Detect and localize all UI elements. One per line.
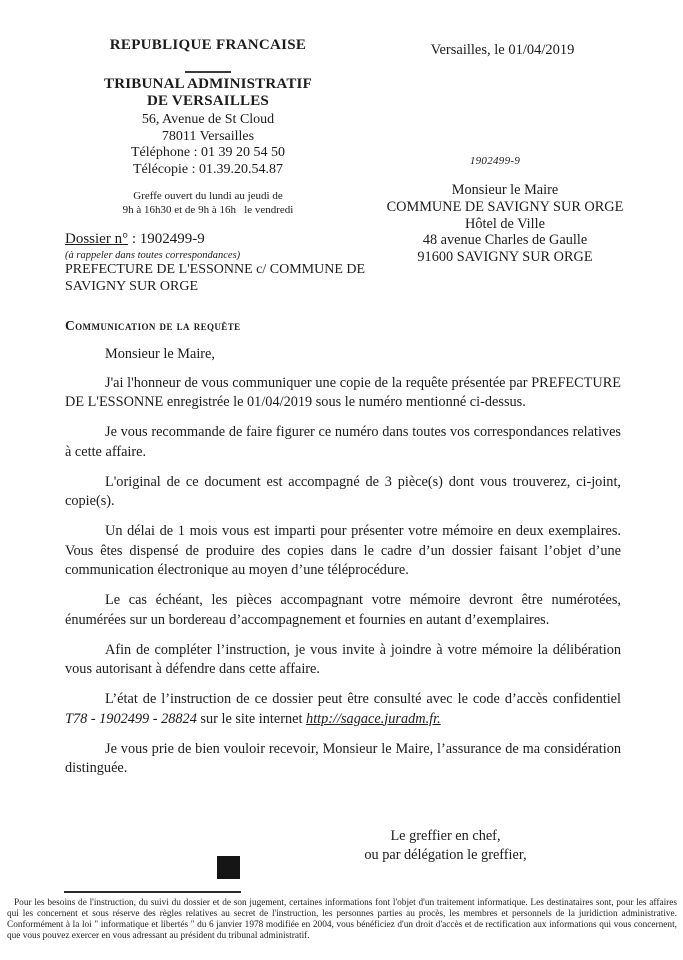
paragraph-5: Le cas échéant, les pièces accompagnant votre mémoire devront être numérotées, énumérées sur un bordereau d’accompagnement et fournies en autant d’exemplaires.	[65, 592, 621, 628]
sagace-url: http://sagace.juradm.fr.	[306, 710, 441, 727]
case-reference-number: 1902499-9	[469, 155, 521, 167]
tribunal-name-line2: DE VERSAILLES	[147, 93, 269, 109]
letter-body	[65, 345, 621, 789]
sender-address	[58, 112, 358, 178]
paragraph-4: Un délai de 1 mois vous est imparti pour présenter votre mémoire en deux exemplaires. Vous êtes dispensé de produire des copies dans le cadre d’un dossier faisant l’objet d’une communication électronique au moyen d’une téléprocédure.	[65, 523, 621, 578]
letter-date: Versailles, le 01/04/2019	[430, 42, 575, 58]
dossier-number: : 1902499-9	[128, 231, 205, 247]
legal-footer-note: Pour les besoins de l'instruction, du suivi du dossier et de son jugement, certaines informations font l'objet d'un traitement informatique. Les destinataires sont, pour les affaires qui les concernent et sous réserve des règles relatives au secret de l'instruction, les personnes parties au procès, les membres et personnels de la juridiction administrative. Conformément à la loi " informatique et libertés " du 6 janvier 1978 modifiée en 2004, vous bénéficiez d'un droit d'accès et de rectification aux informations qui vous concernent, que vous pouvez exercer en vous adressant au président du tribunal administratif.	[7, 898, 677, 941]
dossier-label: Dossier n°	[65, 231, 129, 247]
recipient-title: Monsieur le Maire	[451, 182, 559, 198]
greffe-hours-line1: Greffe ouvert du lundi au jeudi de	[133, 190, 283, 202]
paragraph-2: Je vous recommande de faire figurer ce numéro dans toutes vos correspondances relatives à cette affaire.	[65, 424, 621, 460]
paragraph-6: Afin de compléter l’instruction, je vous invite à joindre à votre mémoire la délibération vous autorisant à défendre dans cette affaire.	[65, 641, 621, 677]
header-divider	[185, 71, 231, 73]
sender-fax: Télécopie : 01.39.20.54.87	[132, 161, 284, 177]
signature-block	[283, 827, 608, 865]
greffe-hours	[58, 190, 358, 217]
case-name-line1: PREFECTURE DE L'ESSONNE c/ COMMUNE DE	[65, 262, 366, 277]
tribunal-name-line1: TRIBUNAL ADMINISTRATIF	[104, 76, 312, 92]
access-text-prefix: L’état de l’instruction de ce dossier peut être consulté avec le code d’accès confidentiel	[105, 691, 621, 707]
salutation: Monsieur le Maire,	[105, 346, 215, 362]
greffe-hours-line2: 9h à 16h30 et de 9h à 16h le vendredi	[122, 203, 294, 216]
dossier-number-line	[65, 230, 375, 249]
republic-title: REPUBLIQUE FRANCAISE	[109, 37, 307, 53]
signature-role-line1: Le greffier en chef,	[390, 828, 501, 844]
paragraph-3: L'original de ce document est accompagné de 3 pièce(s) dont vous trouverez, ci-joint, copie(s).	[65, 473, 621, 509]
access-text-middle: sur le site internet	[196, 710, 307, 727]
sender-city: 78011 Versailles	[161, 128, 255, 144]
recipient-street: 48 avenue Charles de Gaulle	[422, 232, 588, 249]
closing-paragraph: Je vous prie de bien vouloir recevoir, Monsieur le Maire, l’assurance de ma considération distinguée.	[65, 740, 621, 776]
recipient-commune: COMMUNE DE SAVIGNY SUR ORGE	[386, 198, 624, 215]
sender-phone: Téléphone : 01 39 20 54 50	[131, 145, 285, 160]
access-code: T78 - 1902499 - 28824	[65, 710, 197, 727]
sender-block	[58, 36, 358, 217]
sender-street: 56, Avenue de St Cloud	[141, 112, 275, 127]
recipient-block	[385, 182, 625, 266]
case-name-line2: SAVIGNY SUR ORGE	[65, 278, 199, 294]
paragraph-1: J'ai l'honneur de vous communiquer une copie de la requête présentée par PREFECTURE DE L'ESSONNE enregistrée le 01/04/2019 sous le numéro mentionné ci-dessus.	[65, 374, 621, 410]
signature-role-line2: ou par délégation le greffier,	[364, 847, 527, 863]
paragraph-access-code	[65, 690, 621, 729]
footnote-divider	[64, 891, 241, 893]
recipient-building: Hôtel de Ville	[465, 215, 545, 232]
section-heading: Communication de la requête	[65, 318, 241, 333]
dossier-block	[65, 230, 375, 295]
redaction-stamp	[217, 856, 240, 879]
dossier-note: (à rappeler dans toutes correspondances)	[65, 250, 241, 261]
recipient-city: 91600 SAVIGNY SUR ORGE	[417, 249, 593, 266]
